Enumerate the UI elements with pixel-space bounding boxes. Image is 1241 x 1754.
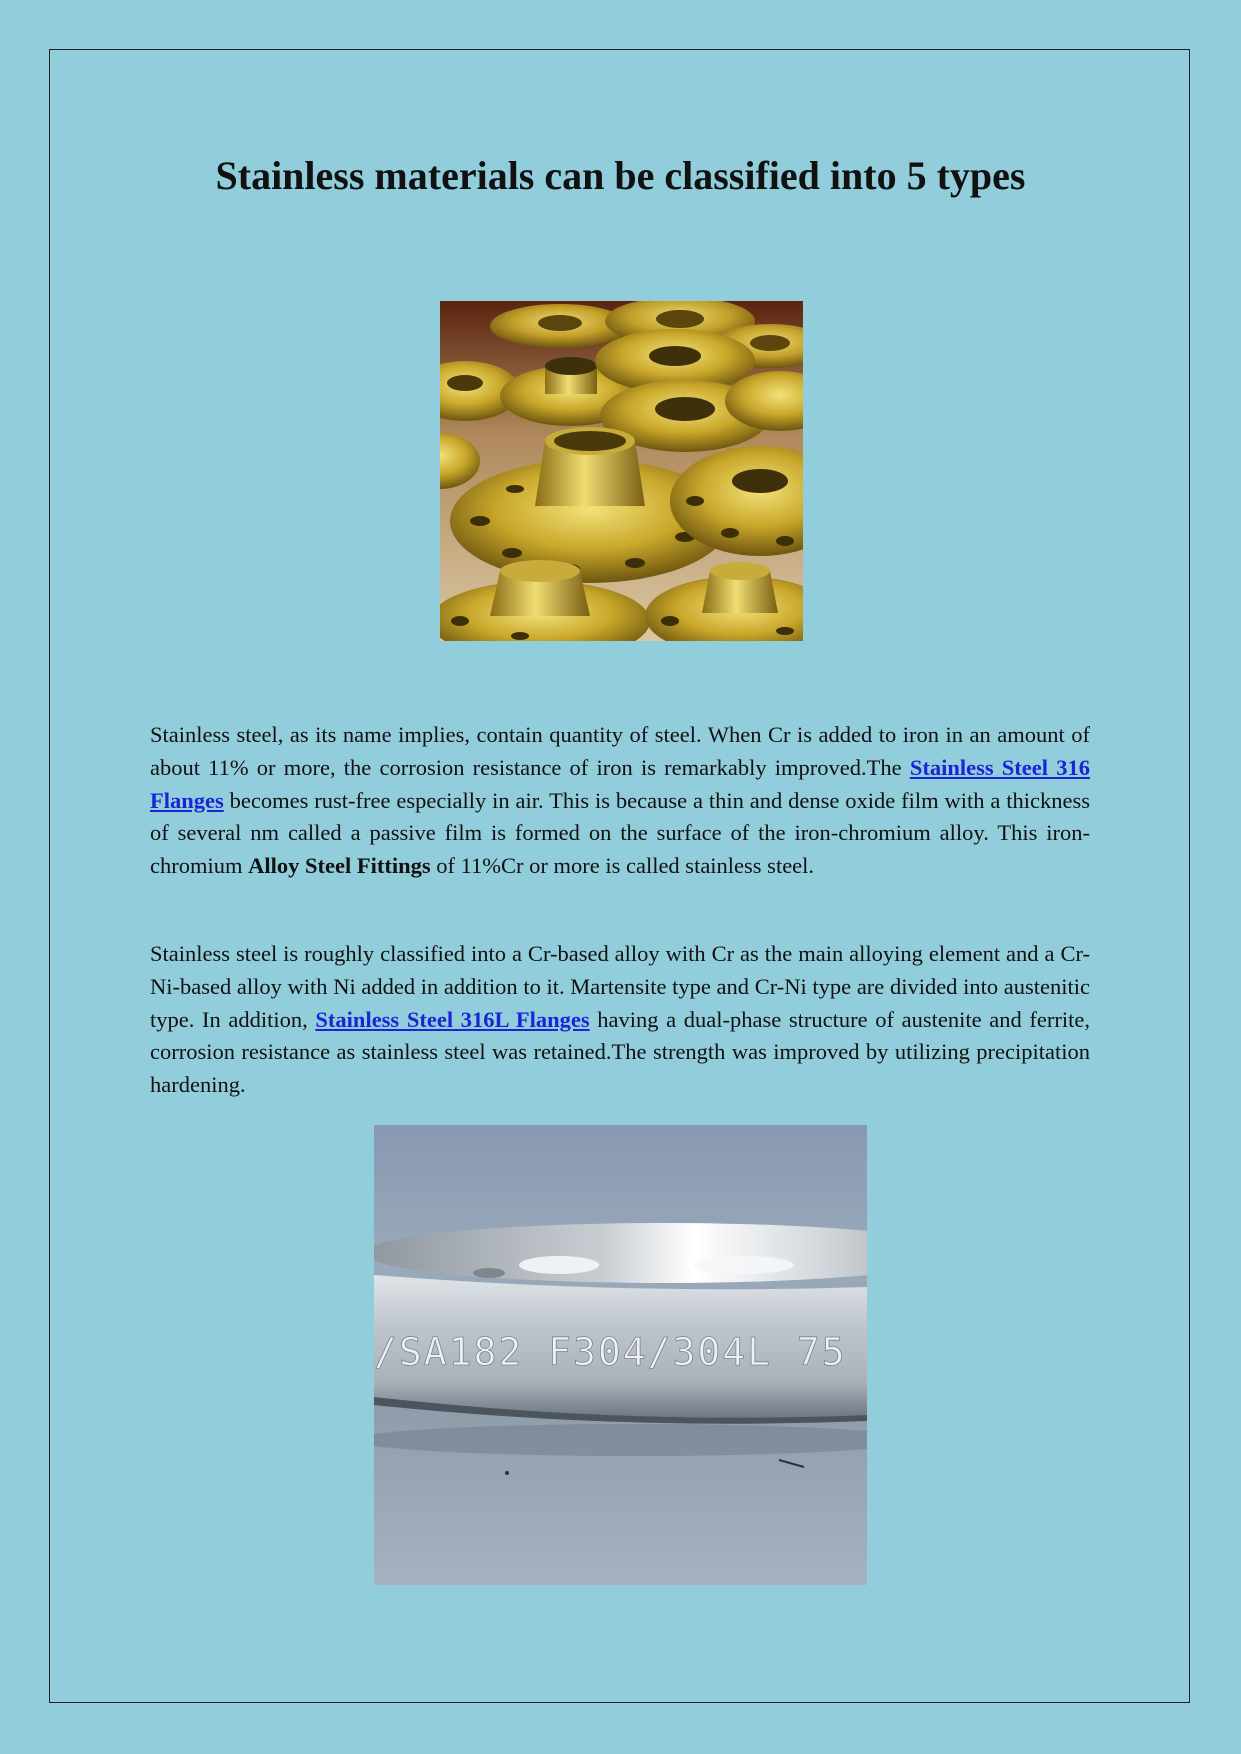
paragraph-2-text-1: Stainless steel is roughly classified into a Cr-based alloy with Cr as the main alloying element and a Cr-Ni-based alloy with Ni added in addition to it. Martensite type and Cr-Ni type are divided into austenitic type. In addition, bbox=[150, 941, 1090, 1032]
paragraph-1-text-1: Stainless steel, as its name implies, contain quantity of steel. When Cr is added to iron in an amount of about 11% or more, the corrosion resistance of iron is remarkably improved.The bbox=[150, 722, 1090, 780]
paragraph-2 bbox=[150, 938, 1090, 1102]
alloy-steel-fittings-bold: Alloy Steel Fittings bbox=[248, 853, 431, 879]
paragraph-1 bbox=[150, 719, 1090, 883]
paragraph-1-text-3: of 11%Cr or more is called stainless steel. bbox=[430, 853, 815, 879]
stainless-flange-image bbox=[374, 1125, 867, 1585]
flange-stamp-text: /SA182 F304/304L 75 bbox=[374, 1330, 847, 1374]
stainless-steel-316l-flanges-link[interactable]: Stainless Steel 316L Flanges bbox=[315, 1006, 590, 1032]
page-title: Stainless materials can be classified into 5 types bbox=[215, 153, 1026, 198]
paragraph-2-text-2: having a dual-phase structure of austenite and ferrite, corrosion resistance as stainless steel was retained.The strength was improved by utilizing precipitation hardening. bbox=[150, 1006, 1090, 1098]
stainless-steel-316-flanges-link[interactable]: Stainless Steel 316 Flanges bbox=[150, 754, 1090, 813]
brass-flanges-image bbox=[440, 301, 803, 641]
paragraph-1-text-2: becomes rust-free especially in air. This is because a thin and dense oxide film with a thickness of several nm called a passive film is formed on the surface of the iron-chromium alloy. This iron-chromium bbox=[150, 787, 1090, 879]
